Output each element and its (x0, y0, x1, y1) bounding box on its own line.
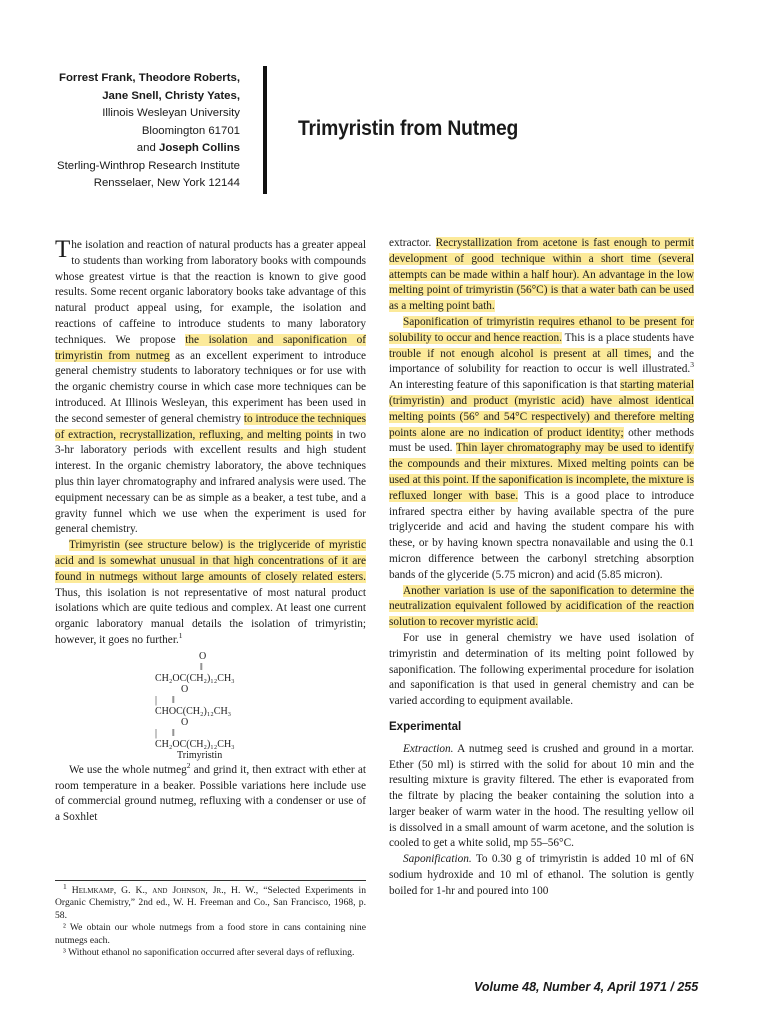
trimyristin-structure (155, 651, 315, 761)
structure-bond-symbol: ‖ (172, 694, 175, 706)
affiliation-1-line-1: Illinois Wesleyan University (102, 107, 240, 119)
highlighted-text: trouble if not enough alcohol is present at all times, (389, 347, 652, 360)
structure-row-1: CH₂OC(CH₂)₁₂CH₃ (155, 672, 235, 684)
structure-double-bond: ‖ (200, 661, 203, 673)
text-run: and grind it, then extract with ether at room temperature in a beaker. Possible variations here include use of commercial ground nutmeg, refluxing with a condenser or use of a Soxhlet (55, 763, 366, 824)
structure-double-bond: | ‖ (155, 694, 175, 706)
footnote-number: 1 (63, 881, 67, 891)
drop-cap: T (55, 236, 71, 263)
author-2: Joseph Collins (158, 142, 240, 154)
structure-caption: Trimyristin (177, 749, 223, 761)
intro-paragraph (55, 238, 366, 538)
structure-double-bond: | ‖ (155, 727, 175, 739)
paragraph-extraction (389, 742, 694, 853)
article-title: Trimyristin from Nutmeg (298, 117, 519, 140)
structure-bond-symbol: ‖ (172, 727, 175, 739)
run-in-heading: Saponification. (403, 853, 472, 866)
author-2-line (30, 140, 240, 158)
text-run: An interesting feature of this saponification is that (389, 379, 621, 392)
paragraph-trimyristin (55, 538, 366, 649)
footnotes (55, 880, 366, 959)
structure-oxygen: O (181, 716, 189, 728)
highlighted-text: Recrystallization from acetone is fast enough to permit development of good technique within a short time (several attempts can be made within a half hour). An advantage in the low melting point of trimyristin (56°C) is that a water bath can be used as a melting point bath. (389, 237, 695, 313)
paragraph-variation (389, 584, 694, 631)
structure-row-2: CHOC(CH₂)₁₂CH₃ (155, 705, 232, 717)
text-run: extractor. (389, 237, 436, 249)
structure-oxygen: O (199, 650, 207, 662)
highlighted-text: Another variation is use of the saponification to determine the neutralization equivalent followed by acidification of the reaction solution to recover myristic acid. (389, 584, 694, 629)
text-run: This is a place students have (561, 331, 695, 344)
paragraph-saponification-procedure (389, 852, 694, 899)
and-word: and (136, 142, 156, 154)
affiliation-2-line-1: Sterling-Winthrop Research Institute (57, 159, 240, 172)
run-in-heading: Extraction. (403, 742, 454, 755)
text-run: as an excellent experiment to introduce general chemistry students to laboratory techniques or for use with the organic chemistry course in which case more techniques can be introduced. At Illinois Wesleyan, this experiment has been used in the second semester of general chemistry (55, 349, 366, 425)
right-column (389, 236, 694, 900)
highlighted-text: to introduce the techniques of extraction, recrystallization, refluxing, and melting points (55, 412, 366, 441)
paragraph-saponification (389, 315, 694, 584)
footnote-ref: 1 (178, 631, 183, 641)
text-run: We use the whole nutmeg (69, 763, 187, 776)
footnote-1 (55, 881, 367, 922)
footnote-ref: 3 (690, 360, 694, 370)
paragraph-recrystallization (389, 236, 694, 315)
paragraph-general-chemistry: For use in general chemistry we have used isolation of trimyristin and determination of its melting point followed by saponification. The following experimental procedure for isolation and saponification is that used in general chemistry and can be varied according to equipment available. (389, 631, 694, 708)
text-run: he isolation and reaction of natural products has a greater appeal to students than working from laboratory books with compounds whose greatest virtue is that the reaction is known to give good results. Some recent organic laboratory books take advantage of this natural product appeal using, for example, the isolation and reactions of caffeine to introduce students to many laboratory techniques. We propose (55, 239, 366, 346)
affiliation-1-line-2: Bloomington 61701 (141, 124, 240, 137)
authors-line-2: Jane Snell, Christy Yates, (102, 89, 240, 102)
left-column (55, 238, 366, 826)
page-footer: Volume 48, Number 4, April 1971 / 255 (474, 980, 699, 994)
highlighted-text: the isolation and saponification of trimyristin from nutmeg (55, 333, 366, 362)
footnote-3: ³ Without ethanol no saponification occurred after several days of refluxing. (63, 947, 355, 959)
text-run: A nutmeg seed is crushed and ground in a mortar. Ether (50 ml) is stirred with the solid for about 10 min and the resulting mixture is gravity filtered. The ether is evaporated from the filtrate by placing the beaker containing the solution into a larger beaker of warm water in the hood. The resulting yellow oil is dissolved in a small amount of warm acetone, and the solution is cooled to get a white solid, mp 55–56°C. (389, 742, 694, 850)
text-run: in two 3-hr laboratory periods with excellent results and high student interest. In the organic chemistry laboratory, the above techniques plus thin layer chromatography and infrared analysis were used. The equipment necessary can be as simple as a beaker, a test tube, and a gravity funnel which we use when the experiment is used for general chemistry. (55, 428, 366, 536)
structure-row-3: CH₂OC(CH₂)₁₂CH₃ (155, 738, 235, 750)
authors-line-1: Forrest Frank, Theodore Roberts, (58, 72, 240, 84)
author-block (30, 70, 240, 193)
affiliation-2-line-2: Rensselaer, New York 12144 (93, 177, 240, 189)
header-divider (263, 66, 267, 194)
footnote-2: ² We obtain our whole nutmegs from a food store in cans containing nine nutmegs each. (55, 922, 366, 946)
section-heading-experimental: Experimental (389, 720, 462, 733)
text-run: other methods must be used. (389, 426, 694, 455)
text-run: Thus, this isolation is not representative of most natural product isolations which are quite tedious and complex. At least one current organic laboratory manual details the isolation of trimyristin; however, it goes no further. (55, 586, 366, 646)
paragraph-nutmeg (55, 760, 366, 826)
highlighted-text: Trimyristin (see structure below) is the triglyceride of myristic acid and is somewhat unusual in that high concentrations of it are found in nutmegs without large amounts of closely related esters. (55, 539, 366, 583)
footnote-ref: 2 (186, 760, 191, 770)
highlighted-text: Thin layer chromatography may be used to identify the compounds and their mixtures. Mixed melting points can be used at this point. If the saponification is incomplete, the mixture is refluxed longer with base. (389, 442, 694, 502)
footnote-text: “Selected Experiments in Organic Chemistry,” 2nd ed., W. H. Freeman and Co., San Francisco, 1968, p. 58. (55, 885, 367, 921)
text-run: This is a good place to introduce infrared spectra either by having available spectra of the pure triglyceride and acid and having the student compare his with these, or by having known spectra nonavailable and using the 0.1 micron difference between the carbonyl stretching absorption bands of the glyceride (5.75 micron) and acid (5.85 micron). (389, 489, 694, 581)
highlighted-text: Saponification of trimyristin requires ethanol to be present for solubility to occur and hence reaction. (389, 315, 694, 344)
text-run: and the importance of solubility for reaction to occur is well illustrated. (389, 347, 694, 376)
text-run: To 0.30 g of trimyristin is added 10 ml of 6N sodium hydroxide and 10 ml of ethanol. The solution is gently boiled for 1-hr and poured into 100 (389, 853, 694, 897)
footnote-authors: Helmkamp, G. K., and Johnson, Jr., H. W., (71, 885, 259, 896)
structure-oxygen: O (181, 683, 189, 695)
highlighted-text: starting material (trimyristin) and product (myristic acid) have almost identical melting points (56° and 54°C respectively) and therefore melting points alone are no indication of product identity; (389, 379, 694, 439)
